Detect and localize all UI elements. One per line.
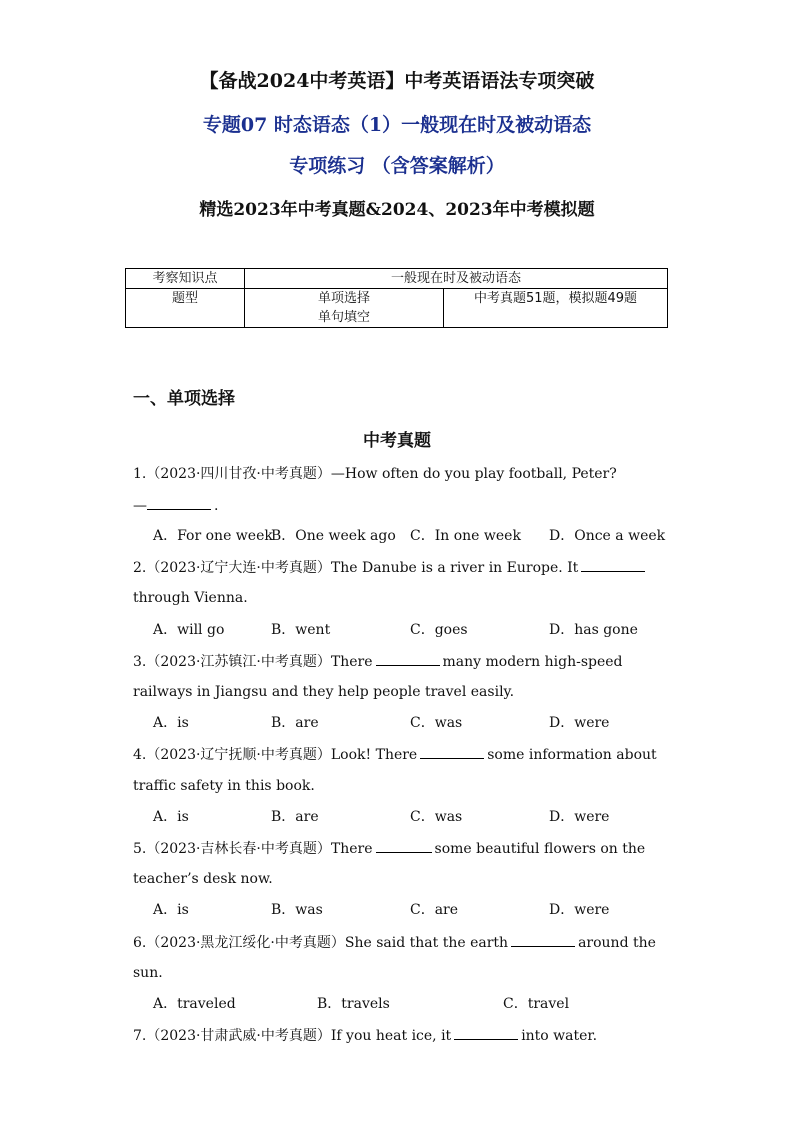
option-c: C．goes: [410, 622, 468, 638]
type-single-choice: 单项选择: [317, 291, 370, 306]
question-1-line1: 1.（2023·四川甘孜·中考真题）—How often do you play football, Peter?: [133, 466, 617, 482]
question-2-line2: through Vienna.: [133, 590, 248, 606]
option-b: B．are: [271, 715, 319, 731]
answer-blank: [511, 932, 575, 947]
question-6-text: 6.（2023·黑龙江绥化·中考真题）She said that the earth: [133, 935, 509, 951]
answer-dash: —: [133, 498, 147, 514]
section-title: 一、单项选择: [133, 389, 235, 409]
option-c: C．was: [410, 809, 463, 825]
answer-blank: [147, 495, 211, 510]
type-counts: 中考真题51题，模拟题49题: [444, 289, 668, 328]
question-4-text-end: some information about: [487, 747, 657, 763]
question-5-line1: [133, 838, 645, 859]
topic-title: 专题07 时态语态（1）一般现在时及被动语态: [202, 114, 592, 136]
question-6-text-end: around the: [578, 935, 656, 951]
option-d: D．were: [549, 902, 610, 918]
option-b: B．are: [271, 809, 319, 825]
option-a: A．is: [153, 809, 189, 825]
question-7-text: 7.（2023·甘肃武威·中考真题）If you heat ice, it: [133, 1028, 452, 1044]
practice-subtitle: 专项练习 （含答案解析）: [289, 155, 505, 177]
question-3-line1: [133, 651, 623, 672]
option-d: D．Once a week: [549, 528, 666, 544]
option-b: B．was: [271, 902, 323, 918]
option-a: A．For one week: [153, 528, 273, 544]
option-a: A．is: [153, 715, 189, 731]
option-d: D．were: [549, 809, 610, 825]
option-c: C．was: [410, 715, 463, 731]
section-subtitle: 中考真题: [363, 431, 431, 451]
answer-blank: [376, 838, 432, 853]
question-5-text: 5.（2023·吉林长春·中考真题）There: [133, 841, 373, 857]
option-c: C．travel: [503, 996, 570, 1012]
type-fill-blank: 单句填空: [317, 310, 370, 325]
knowledge-label: 考察知识点: [126, 269, 245, 289]
question-4-text: 4.（2023·辽宁抚顺·中考真题）Look! There: [133, 747, 418, 763]
option-d: D．were: [549, 715, 610, 731]
question-6-line1: [133, 932, 656, 953]
question-2-text: 2.（2023·辽宁大连·中考真题）The Danube is a river in Europe. It: [133, 560, 579, 576]
option-b: B．went: [271, 622, 331, 638]
question-7-text-end: into water.: [521, 1028, 598, 1044]
option-c: C．In one week: [410, 528, 521, 544]
type-label: 题型: [126, 289, 245, 328]
type-values: [245, 289, 444, 328]
option-a: A．traveled: [153, 996, 236, 1012]
info-row-type: [126, 289, 668, 328]
answer-blank: [454, 1025, 518, 1040]
info-table: [125, 268, 668, 328]
question-7-line1: [133, 1025, 597, 1046]
question-2-line1: [133, 557, 648, 578]
question-5-text-end: some beautiful flowers on the: [434, 841, 646, 857]
option-a: A．is: [153, 902, 189, 918]
question-4-line1: [133, 744, 657, 765]
question-3-line2: railways in Jiangsu and they help people travel easily.: [133, 684, 515, 700]
answer-blank: [581, 557, 645, 572]
question-4-line2: traffic safety in this book.: [133, 778, 315, 794]
question-1-line2: — .: [133, 495, 218, 516]
question-3-text: 3.（2023·江苏镇江·中考真题）There: [133, 654, 373, 670]
answer-blank: [420, 744, 484, 759]
option-a: A．will go: [153, 622, 225, 638]
source-subtitle: 精选2023年中考真题&2024、2023年中考模拟题: [199, 200, 595, 220]
question-3-text-end: many modern high-speed: [442, 654, 623, 670]
document-title: 【备战2024中考英语】中考英语语法专项突破: [199, 70, 595, 92]
answer-blank: [376, 651, 440, 666]
option-b: B．One week ago: [271, 528, 396, 544]
option-b: B．travels: [317, 996, 390, 1012]
option-c: C．are: [410, 902, 459, 918]
info-row-knowledge: [126, 269, 668, 289]
question-6-line2: sun.: [133, 965, 163, 981]
question-5-line2: teacher’s desk now.: [133, 871, 273, 887]
option-d: D．has gone: [549, 622, 638, 638]
knowledge-value: 一般现在时及被动语态: [245, 269, 668, 289]
